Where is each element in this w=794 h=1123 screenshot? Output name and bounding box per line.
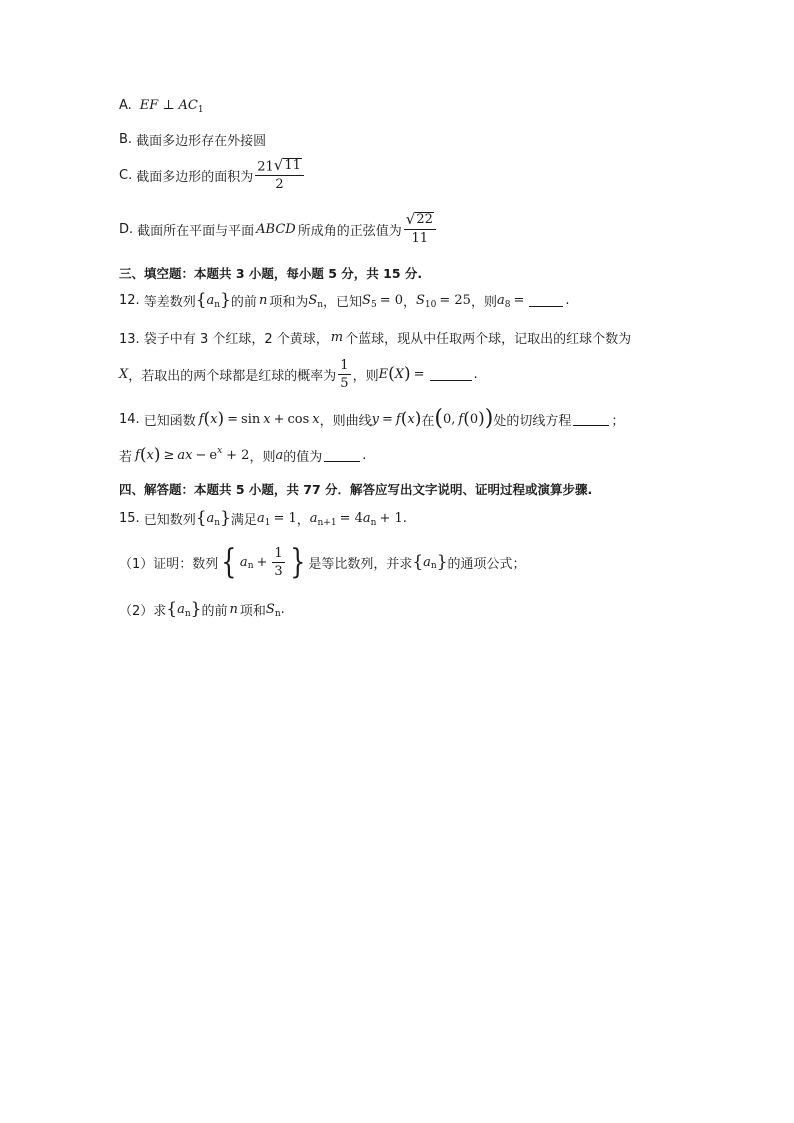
option-b	[119, 130, 266, 149]
text: 的值为	[283, 450, 323, 465]
math-sub: n	[214, 517, 221, 528]
math-a: a	[423, 554, 431, 570]
text: ，	[402, 295, 416, 310]
numerator: 1	[340, 358, 349, 373]
math-m: m	[330, 330, 344, 345]
text: 的前	[230, 295, 257, 310]
math-a: a	[206, 511, 215, 526]
option-c	[119, 158, 306, 192]
section-heading-text: 三、填空题：本题共 3 小题，每小题 5 分，共 15 分.	[119, 266, 423, 281]
math-eq: =	[413, 367, 425, 382]
math-eq: = 1	[273, 511, 297, 526]
text: ，	[296, 513, 310, 528]
math-f: f	[395, 411, 401, 427]
math-sub: n	[430, 561, 437, 571]
math-ef: EF	[139, 98, 159, 113]
option-c-text: 截面多边形的面积为	[136, 169, 254, 185]
math-eq: = 0	[379, 293, 403, 308]
math-sub: n	[214, 299, 221, 310]
text: ，则曲线	[319, 413, 372, 429]
question-number: 12.	[119, 293, 140, 308]
math-e: E	[378, 367, 389, 382]
fraction	[404, 212, 436, 246]
math-sub: n	[184, 608, 191, 619]
math-ac: AC	[178, 98, 198, 113]
math-sub: 10	[424, 299, 437, 310]
option-b-label: B.	[119, 132, 133, 147]
text: 处的切线方程	[493, 413, 572, 429]
math-sub: 5	[370, 299, 377, 310]
math-plus-one: + 1	[379, 511, 403, 526]
text: ，则	[352, 369, 379, 384]
math-eq: = 25	[439, 293, 471, 308]
fraction	[255, 158, 304, 192]
math-plus-two: + 2	[226, 448, 250, 463]
text: ，则	[249, 450, 276, 465]
option-d-text2: 所成角的正弦值为	[297, 223, 402, 239]
math-minus: −	[195, 448, 207, 463]
math-geq: ≥	[163, 448, 175, 463]
option-a	[119, 98, 204, 113]
text: 若	[119, 450, 133, 465]
math-a: a	[362, 511, 371, 526]
math-a: a	[256, 511, 265, 526]
math-x: x	[210, 411, 218, 427]
radicand: 11	[284, 158, 301, 173]
text: .	[402, 511, 407, 526]
text: 13. 袋子中有 3 个红球，2 个黄球，	[119, 332, 329, 347]
text: .	[473, 367, 478, 382]
math-n: n	[229, 602, 238, 617]
question-14-line-2: 若 f ( x ) ≥ ax − e x + 2 ，则 a 的值为 .	[119, 445, 367, 465]
math-sin: sin	[241, 411, 261, 427]
math-s: S	[265, 602, 275, 617]
question-15-part-1: （1）证明：数列 { a n + $\frac{1}{3}$ } 是等比数列，并求 { a n } 的通项公式；	[119, 542, 526, 582]
text: 已知函数	[143, 413, 196, 429]
math-s: S	[416, 293, 425, 308]
question-14-line-1: 14. 已知函数 f ( x ) = sin x + cos x ，则曲线 y = f ( x ) 在 ( 0 , f ( 0 ) ) 处的切线方程 ；	[119, 406, 625, 431]
text: ；	[611, 413, 625, 429]
perp-symbol: ⊥	[162, 98, 175, 113]
answer-blank[interactable]	[324, 449, 360, 462]
math-sup: x	[217, 445, 223, 456]
option-b-text: 截面多边形存在外接圆	[136, 134, 267, 149]
numerator: 1	[274, 545, 283, 561]
math-eq: =	[513, 293, 525, 308]
text: 已知数列	[143, 513, 196, 528]
denominator: 3	[274, 563, 283, 579]
question-number: 15.	[119, 511, 140, 526]
text: 是等比数列，并求	[308, 556, 413, 572]
text: ，则	[470, 295, 497, 310]
answer-blank[interactable]	[529, 294, 563, 307]
math-eq: =	[227, 411, 239, 427]
math-y: y	[371, 411, 379, 427]
math-ax: ax	[177, 448, 193, 463]
option-d-label: D.	[119, 221, 134, 237]
text: （1）证明：数列	[119, 556, 219, 572]
question-15-part-2: （2）求 { a n } 的前 n 项和 S n .	[119, 599, 285, 619]
text: .	[565, 293, 570, 308]
radicand: 22	[416, 212, 433, 227]
math-a: a	[239, 554, 248, 570]
text: 项和为	[269, 295, 309, 310]
math-x: x	[312, 411, 320, 427]
math-x: x	[146, 448, 154, 463]
section-heading-4	[119, 480, 592, 498]
text: 个蓝球，现从中任取两个球，记取出的红球个数为	[345, 332, 632, 347]
math-f: f	[135, 448, 140, 463]
question-12: 12. 等差数列 { a n } 的前 n 项和为 S n ，已知 S 5 = 0 ， S 10 = 25 ，则 a 8 = .	[119, 290, 570, 310]
text: ，若取出的两个球都是红球的概率为	[128, 369, 337, 384]
math-eq: = 4	[339, 511, 363, 526]
math-zero: 0	[469, 411, 479, 427]
fraction	[338, 358, 350, 391]
math-f: f	[198, 411, 204, 427]
math-eq: =	[382, 411, 393, 427]
math-sub: n	[370, 517, 377, 528]
section-heading-3	[119, 264, 422, 282]
option-c-label: C.	[119, 167, 133, 183]
math-sub: n	[317, 299, 324, 310]
question-number: 14.	[119, 411, 140, 427]
fraction	[272, 546, 284, 579]
math-plane: ABCD	[256, 221, 296, 237]
math-a: a	[309, 511, 318, 526]
text: .	[280, 602, 285, 617]
answer-blank[interactable]	[430, 368, 472, 381]
math-sub: 1	[197, 104, 204, 115]
section-heading-text: 四、解答题：本题共 5 小题，共 77 分．解答应写出文字说明、证明过程或演算步骤.	[119, 482, 593, 497]
sqrt: √ 22	[405, 210, 433, 229]
text: 在	[421, 413, 435, 429]
option-a-label: A.	[119, 98, 132, 113]
text: （2）求	[119, 604, 167, 619]
question-15: 15. 已知数列 { a n } 满足 a 1 = 1 ， a n+1 = 4 a n + 1 .	[119, 508, 407, 528]
math-x: x	[263, 411, 271, 427]
answer-blank[interactable]	[573, 413, 609, 426]
question-13-line-2: X ，若取出的两个球都是红球的概率为 $\frac{1}{5}$ ，则 E ( X ) = .	[119, 358, 478, 391]
math-a: a	[206, 293, 215, 308]
math-x: x	[407, 411, 415, 427]
math-sub: n+1	[317, 517, 337, 528]
text: .	[362, 448, 367, 463]
math-s: S	[308, 293, 318, 308]
denominator: 2	[275, 177, 284, 193]
math-sub: n	[247, 561, 254, 571]
text: ，已知	[323, 295, 363, 310]
denominator: 5	[340, 376, 349, 391]
math-f: f	[458, 411, 464, 427]
text: 的前	[201, 604, 228, 619]
text: 满足	[230, 513, 257, 528]
math-n: n	[258, 293, 268, 308]
math-sub: 1	[264, 517, 271, 528]
math-a: a	[496, 293, 505, 308]
coef: 21	[257, 159, 274, 175]
math-zero: 0	[442, 411, 452, 427]
math-plus: +	[273, 411, 285, 427]
text: 等差数列	[143, 295, 196, 310]
option-d-text1: 截面所在平面与平面	[137, 223, 255, 239]
math-x: X	[394, 367, 404, 382]
denominator: 11	[411, 231, 429, 247]
sqrt: √ 11	[273, 156, 301, 175]
math-a: a	[177, 602, 185, 617]
math-cos: cos	[287, 411, 310, 427]
option-d	[119, 212, 438, 246]
text: 的通项公式；	[447, 556, 526, 572]
question-13-line-1	[119, 328, 631, 347]
math-sub: 8	[504, 299, 511, 310]
math-a: a	[275, 448, 284, 463]
math-s: S	[362, 293, 371, 308]
text: 项和	[239, 604, 266, 619]
math-x: X	[119, 367, 129, 382]
math-sub: n	[274, 608, 281, 619]
math-e: e	[209, 448, 218, 463]
